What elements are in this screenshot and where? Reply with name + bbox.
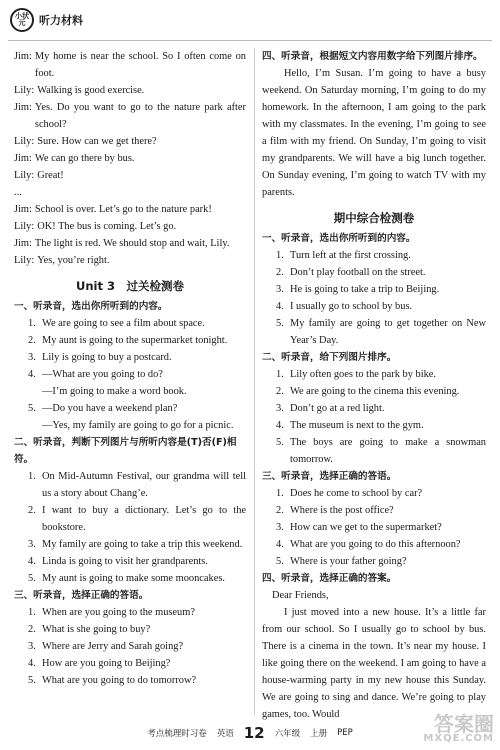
list-item xyxy=(14,349,246,366)
item-number: 1. xyxy=(28,471,36,482)
speaker: Lily: xyxy=(14,170,35,181)
list-item xyxy=(14,604,246,621)
item-text: Don’t play football on the street. xyxy=(290,267,426,278)
list-item xyxy=(14,638,246,655)
list-item xyxy=(262,553,486,570)
utterance: My home is near the school. So I often come on foot. xyxy=(34,51,246,79)
item-text: Lily often goes to the park by bike. xyxy=(290,369,437,380)
list-item xyxy=(14,536,246,553)
list-item xyxy=(262,400,486,417)
brand-logo xyxy=(10,8,34,32)
item-text: Linda is going to visit her grandparents. xyxy=(42,556,208,567)
item-text: We are going to see a film about space. xyxy=(42,318,205,329)
ellipsis: ... xyxy=(14,187,22,198)
utterance: Great! xyxy=(37,170,64,181)
list-item xyxy=(262,281,486,298)
utterance: We can go there by bus. xyxy=(34,153,135,164)
speaker: Lily: xyxy=(14,221,35,232)
list-item xyxy=(14,553,246,570)
question-title: 二、听录音，给下列图片排序。 xyxy=(262,352,397,363)
list-item xyxy=(262,383,486,400)
list-item xyxy=(262,502,486,519)
dialogue-line xyxy=(14,184,246,201)
item-text: Turn left at the first crossing. xyxy=(290,250,411,261)
item-text: My family are going to get together on New Year’s Day. xyxy=(290,318,486,346)
utterance: Sure. How can we get there? xyxy=(37,136,157,147)
item-text: He is going to take a trip to Beijing. xyxy=(290,284,440,295)
exam-title: 期中综合检测卷 xyxy=(333,211,415,225)
footer-edition: PEP xyxy=(337,728,353,738)
item-number: 3. xyxy=(28,641,36,652)
utterance: School is over. Let’s go to the nature park! xyxy=(34,204,212,215)
item-number xyxy=(28,417,42,434)
dialogue-line xyxy=(14,201,246,218)
unit-title: Unit 3 过关检测卷 xyxy=(76,279,184,293)
item-number: 2. xyxy=(276,505,284,516)
item-text: My aunt is going to make some mooncakes. xyxy=(42,573,225,584)
item-number: 4. xyxy=(276,420,284,431)
logo-text: 小状元 xyxy=(15,12,29,27)
item-text: Does he come to school by car? xyxy=(290,488,423,499)
item-number: 1. xyxy=(276,369,284,380)
list-item xyxy=(14,417,246,434)
watermark-line1: 答案圈 xyxy=(434,712,494,736)
item-number: 5. xyxy=(28,675,36,686)
speaker: Jim: xyxy=(14,153,32,164)
question-title: 三、听录音，选择正确的答语。 xyxy=(14,590,149,601)
item-number: 2. xyxy=(276,267,284,278)
question-title: 四、听录音，根据短文内容用数字给下列图片排序。 xyxy=(262,51,483,62)
item-text: Where is your father going? xyxy=(290,556,407,567)
list-item xyxy=(14,383,246,400)
speaker: Jim: xyxy=(14,238,32,249)
item-number: 2. xyxy=(28,335,36,346)
list-item xyxy=(14,400,246,417)
item-number: 3. xyxy=(276,403,284,414)
list-item xyxy=(262,298,486,315)
item-text: I want to buy a dictionary. Let’s go to the bookstore. xyxy=(42,505,246,533)
dialogue-line xyxy=(14,48,246,82)
list-item xyxy=(14,621,246,638)
list-item xyxy=(262,519,486,536)
item-number: 2. xyxy=(28,505,36,516)
dialogue-line xyxy=(14,82,246,99)
dialogue-line xyxy=(14,167,246,184)
question-title: 一、听录音，选出你所听到的内容。 xyxy=(14,301,168,312)
utterance: Yes. Do you want to go to the nature park after school? xyxy=(34,102,246,130)
item-text: The boys are going to make a snowman tomorrow. xyxy=(290,437,486,465)
list-item xyxy=(14,332,246,349)
item-text: How can we get to the supermarket? xyxy=(290,522,442,533)
list-item xyxy=(262,536,486,553)
item-number: 3. xyxy=(276,522,284,533)
list-item xyxy=(14,468,246,502)
utterance: OK! The bus is coming. Let’s go. xyxy=(37,221,177,232)
letter-salutation: Dear Friends, xyxy=(272,590,329,601)
item-text: My aunt is going to the supermarket tonight. xyxy=(42,335,228,346)
item-text: —I’m going to make a word book. xyxy=(42,386,187,397)
passage-paragraph: I just moved into a new house. It’s a little far from our school. So I usually go to school by bus. There is a cinema in the town. It’s near my house. I like going there on the weekend. I am going to have a house-warming party in my new house this Sunday. We are going to sing and dance. We’re going to play games, too. Would xyxy=(262,607,486,720)
item-number: 5. xyxy=(276,437,284,448)
item-number: 4. xyxy=(28,658,36,669)
item-text: What is she going to buy? xyxy=(42,624,151,635)
item-number: 1. xyxy=(28,318,36,329)
item-text: On Mid-Autumn Festival, our grandma will tell us a story about Chang’e. xyxy=(42,471,246,499)
item-number: 5. xyxy=(28,573,36,584)
list-item xyxy=(262,485,486,502)
list-item xyxy=(14,366,246,383)
watermark-line2: MXQE.COM xyxy=(423,733,494,744)
question-title: 四、听录音，选择正确的答案。 xyxy=(262,573,397,584)
list-item xyxy=(262,247,486,264)
list-item xyxy=(262,417,486,434)
item-text: How are you going to Beijing? xyxy=(42,658,171,669)
item-number: 2. xyxy=(28,624,36,635)
passage-paragraph: Hello, I’m Susan. I’m going to have a busy weekend. On Saturday morning, I’m going to do my homework. In the afternoon, I am going to the park with my classmates. In the evening, I’m going to see a film with my friend. On Sunday, I’m going to visit my grandparents. We will have a big lunch together. On Sunday evening, I’m going to watch TV with my parents. xyxy=(262,68,486,198)
speaker: Jim: xyxy=(14,204,32,215)
item-text: Don’t go at a red light. xyxy=(290,403,385,414)
item-number: 4. xyxy=(276,301,284,312)
item-text: What are you going to do tomorrow? xyxy=(42,675,197,686)
list-item xyxy=(14,315,246,332)
utterance: The light is red. We should stop and wait, Lily. xyxy=(34,238,230,249)
right-column xyxy=(262,48,486,723)
item-text: Lily is going to buy a postcard. xyxy=(42,352,172,363)
speaker: Jim: xyxy=(14,51,32,62)
item-number: 5. xyxy=(276,318,284,329)
header-rule xyxy=(8,40,492,41)
item-number: 1. xyxy=(276,250,284,261)
list-item xyxy=(14,672,246,689)
item-number: 4. xyxy=(28,369,36,380)
item-text: What are you going to do this afternoon? xyxy=(290,539,461,550)
question-title: 二、听录音，判断下列图片与所听内容是(T)否(F)相符。 xyxy=(14,437,237,465)
page-header xyxy=(10,6,83,34)
dialogue-line xyxy=(14,218,246,235)
dialogue xyxy=(14,48,246,269)
speaker: Lily: xyxy=(14,255,35,266)
list-item xyxy=(14,570,246,587)
list-item xyxy=(14,502,246,536)
footer-book-title: 考点梳理时习卷 xyxy=(147,729,207,739)
list-item xyxy=(262,434,486,468)
dialogue-line xyxy=(14,150,246,167)
item-number: 5. xyxy=(28,403,36,414)
watermark xyxy=(423,714,494,744)
footer-grade: 六年级 xyxy=(274,729,301,739)
list-item xyxy=(262,366,486,383)
item-text: We are going to the cinema this evening. xyxy=(290,386,460,397)
item-text: The museum is next to the gym. xyxy=(290,420,424,431)
item-text: When are you going to the museum? xyxy=(42,607,195,618)
item-text: Where is the post office? xyxy=(290,505,394,516)
item-number: 5. xyxy=(276,556,284,567)
dialogue-line xyxy=(14,252,246,269)
speaker: Lily: xyxy=(14,136,35,147)
item-text: My family are going to take a trip this weekend. xyxy=(42,539,243,550)
item-number: 3. xyxy=(28,352,36,363)
question-title: 一、听录音，选出你所听到的内容。 xyxy=(262,233,416,244)
question-title: 三、听录音，选择正确的答语。 xyxy=(262,471,397,482)
utterance: Yes, you’re right. xyxy=(37,255,110,266)
dialogue-line xyxy=(14,99,246,133)
item-number: 1. xyxy=(28,607,36,618)
header-title: 听力材料 xyxy=(39,14,83,27)
item-text: —Yes, my family are going to go for a picnic. xyxy=(42,420,234,431)
item-text: —What are you going to do? xyxy=(42,369,163,380)
item-number xyxy=(28,383,42,400)
item-text: I usually go to school by bus. xyxy=(290,301,413,312)
item-number: 1. xyxy=(276,488,284,499)
item-number: 4. xyxy=(28,556,36,567)
dialogue-line xyxy=(14,235,246,252)
list-item xyxy=(14,655,246,672)
utterance: Walking is good exercise. xyxy=(37,85,145,96)
utterance xyxy=(22,184,246,201)
item-text: Where are Jerry and Sarah going? xyxy=(42,641,184,652)
item-number: 4. xyxy=(276,539,284,550)
speaker: Jim: xyxy=(14,102,32,113)
speaker: Lily: xyxy=(14,85,35,96)
list-item xyxy=(262,264,486,281)
footer-term: 上册 xyxy=(310,729,328,739)
dialogue-line xyxy=(14,133,246,150)
item-number: 3. xyxy=(276,284,284,295)
footer-subject: 英语 xyxy=(216,729,234,739)
left-column xyxy=(14,48,246,689)
item-text: —Do you have a weekend plan? xyxy=(42,403,178,414)
item-number: 2. xyxy=(276,386,284,397)
column-divider xyxy=(254,48,255,716)
item-number: 3. xyxy=(28,539,36,550)
page-number: 12 xyxy=(243,724,265,742)
list-item xyxy=(262,315,486,349)
